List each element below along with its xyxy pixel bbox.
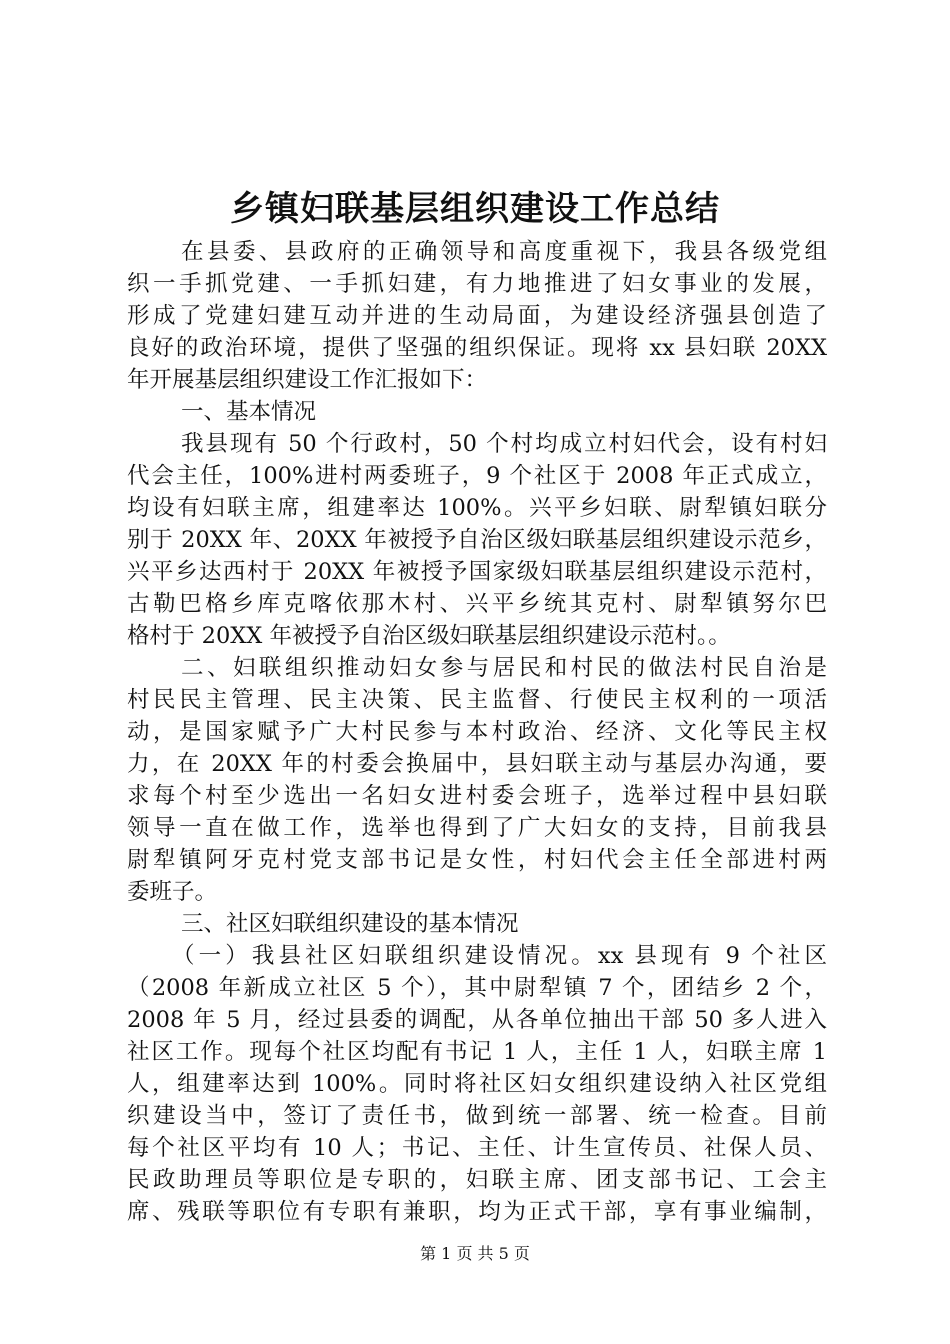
text-line: 格村于 20XX 年被授予自治区级妇联基层组织建设示范村。。 (127, 623, 731, 649)
text-line: 社区工作。现每个社区均配有书记 1 人，主任 1 人，妇联主席 1 (127, 1039, 827, 1065)
text-line: 织一手抓党建、一手抓妇建，有力地推进了妇女事业的发展， (127, 271, 827, 297)
text-line: 席、残联等职位有专职有兼职，均为正式干部，享有事业编制， (127, 1199, 827, 1225)
text-line: 别于 20XX 年、20XX 年被授予自治区级妇联基层组织建设示范乡， (127, 527, 827, 553)
text-line: 领导一直在做工作，选举也得到了广大妇女的支持，目前我县 (127, 815, 827, 841)
text-line: 求每个村至少选出一名妇女进村委会班子，选举过程中县妇联 (127, 783, 827, 809)
text-line: 均设有妇联主席，组建率达 100%。兴平乡妇联、尉犁镇妇联分 (127, 495, 827, 521)
text-line: 我县现有 50 个行政村，50 个村均成立村妇代会，设有村妇 (181, 431, 827, 457)
text-line: 民政助理员等职位是专职的，妇联主席、团支部书记、工会主 (127, 1167, 827, 1193)
text-line: 织建设当中，签订了责任书，做到统一部署、统一检查。目前 (127, 1103, 827, 1129)
text-line: 古勒巴格乡库克喀依那木村、兴平乡统其克村、尉犁镇努尔巴 (127, 591, 827, 617)
document-title: 乡镇妇联基层组织建设工作总结 (230, 189, 720, 229)
text-line: 力，在 20XX 年的村委会换届中，县妇联主动与基层办沟通，要 (127, 751, 827, 777)
text-line: 每个社区平均有 10 人；书记、主任、计生宣传员、社保人员、 (127, 1135, 827, 1161)
text-line: 尉犁镇阿牙克村党支部书记是女性，村妇代会主任全部进村两 (127, 847, 827, 873)
document-body (127, 236, 827, 1228)
text-line: 委班子。 (127, 879, 218, 905)
section-heading: 三、社区妇联组织建设的基本情况 (181, 911, 519, 937)
section-heading: 一、基本情况 (181, 399, 317, 425)
text-line: 在县委、县政府的正确领导和高度重视下，我县各级党组 (181, 239, 827, 265)
text-line: 代会主任，100%进村两委班子，9 个社区于 2008 年正式成立， (127, 463, 827, 489)
text-line: 良好的政治环境，提供了坚强的组织保证。现将 xx 县妇联 20XX (127, 335, 827, 361)
text-line: 兴平乡达西村于 20XX 年被授予国家级妇联基层组织建设示范村， (127, 559, 827, 585)
text-line: （一）我县社区妇联组织建设情况。xx 县现有 9 个社区 (172, 943, 827, 969)
text-line: 2008 年 5 月，经过县委的调配，从各单位抽出干部 50 多人进入 (127, 1007, 827, 1033)
text-line: 动，是国家赋予广大村民参与本村政治、经济、文化等民主权 (127, 719, 827, 745)
text-line: （2008 年新成立社区 5 个），其中尉犁镇 7 个，团结乡 2 个， (127, 975, 827, 1001)
text-line: 年开展基层组织建设工作汇报如下： (127, 367, 488, 393)
text-line: 二、妇联组织推动妇女参与居民和村民的做法村民自治是 (181, 655, 827, 681)
text-line: 村民民主管理、民主决策、民主监督、行使民主权利的一项活 (127, 687, 827, 713)
text-line: 人，组建率达到 100%。同时将社区妇女组织建设纳入社区党组 (127, 1071, 827, 1097)
page-footer: 第 1 页 共 5 页 (420, 1244, 530, 1263)
text-line: 形成了党建妇建互动并进的生动局面，为建设经济强县创造了 (127, 303, 827, 329)
